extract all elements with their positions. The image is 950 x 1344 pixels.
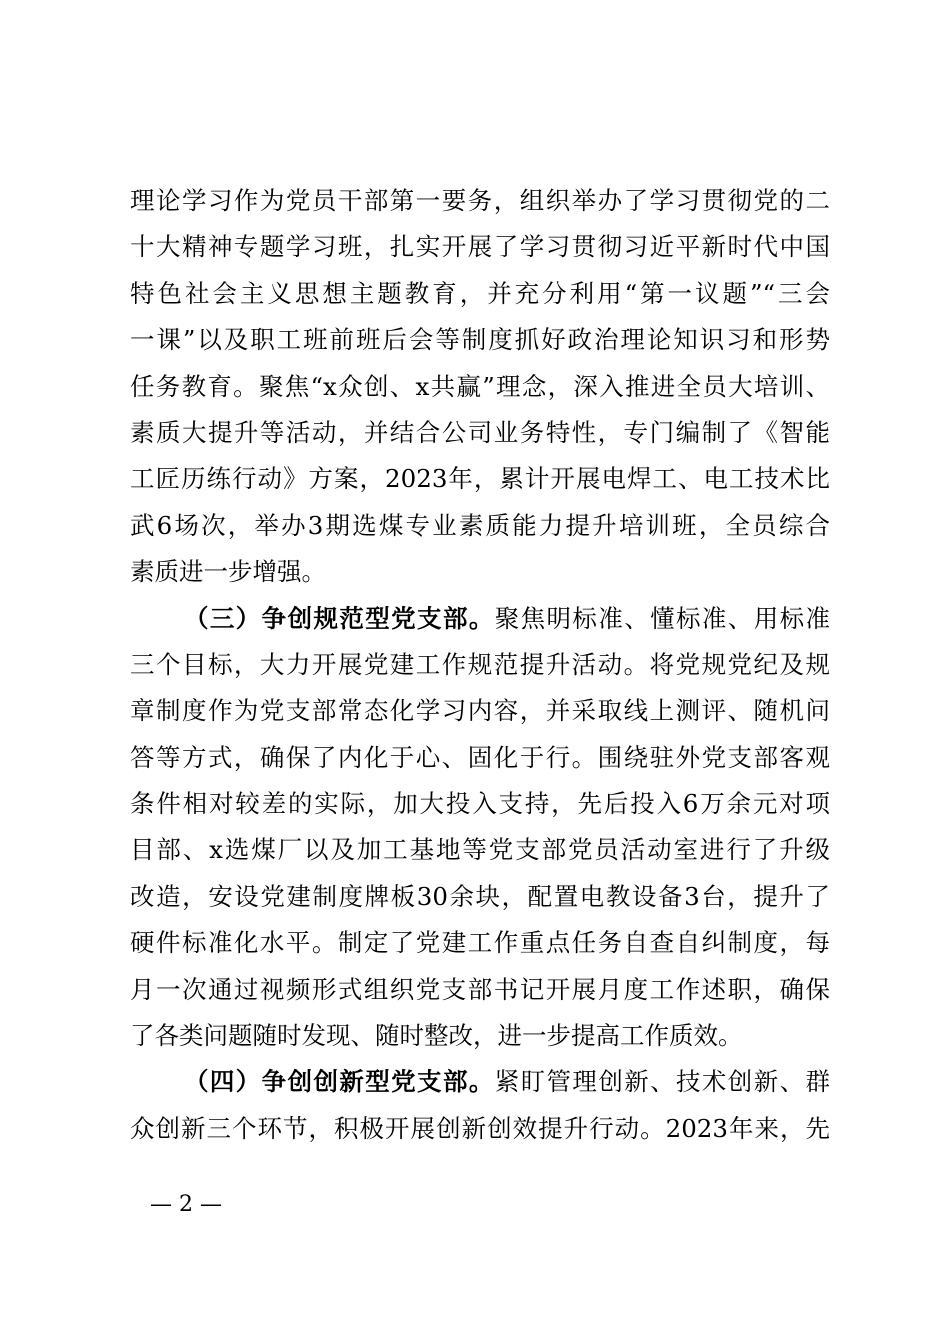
text-line: 改造，安设党建制度牌板30余块，配置电教设备3台，提升了 [130,881,830,911]
section-4-first-line [130,1059,830,1105]
section-3-first-line [130,596,830,642]
page-number: — 2 — [150,1192,222,1217]
text-line: 条件相对较差的实际，加大投入支持，先后投入6万余元对项 [130,789,830,819]
text-line: 答等方式，确保了内化于心、固化于行。围绕驻外党支部客观 [130,742,830,772]
text-line: 章制度作为党支部常态化学习内容，并采取线上测评、随机问 [130,696,830,726]
text-line: 任务教育。聚焦“x众创、x共赢”理念，深入推进全员大培训、 [130,371,830,401]
text-line: 工匠历练行动》方案，2023年，累计开展电焊工、电工技术比 [130,464,830,494]
text-line: 众创新三个环节，积极开展创新创效提升行动。2023年来，先 [130,1113,830,1143]
body-text [130,178,830,1152]
text-line: 特色社会主义思想主题教育，并充分利用“第一议题”“三会 [130,278,830,308]
text-line: 月一次通过视频形式组织党支部书记开展月度工作述职，确保 [130,974,830,1004]
section-3-first-line-text: 聚焦明标准、懂标准、用标准 [494,603,830,633]
text-line: 了各类问题随时发现、随时整改，进一步提高工作质效。 [130,1021,743,1051]
text-line: 武6场次，举办3期选煤专业素质能力提升培训班，全员综合 [130,510,830,540]
text-line: 硬件标准化水平。制定了党建工作重点任务自查自纠制度，每 [130,928,830,958]
text-line: 三个目标，大力开展党建工作规范提升活动。将党规党纪及规 [130,649,830,679]
section-4-heading: （四）争创创新型党支部。 [184,1067,495,1097]
text-line: 目部、x选煤厂以及加工基地等党支部党员活动室进行了升级 [130,835,830,865]
text-line: 十大精神专题学习班，扎实开展了学习贯彻习近平新时代中国 [130,232,830,262]
text-line: 理论学习作为党员干部第一要务，组织举办了学习贯彻党的二 [130,186,830,215]
section-3-heading: （三）争创规范型党支部。 [184,603,495,633]
text-line: 素质进一步增强。 [130,557,326,587]
section-4-first-line-text: 紧盯管理创新、技术创新、群 [494,1067,830,1097]
text-line: 素质大提升等活动，并结合公司业务特性，专门编制了《智能 [130,417,830,447]
text-line: 一课”以及职工班前班后会等制度抓好政治理论知识习和形势 [130,325,830,355]
